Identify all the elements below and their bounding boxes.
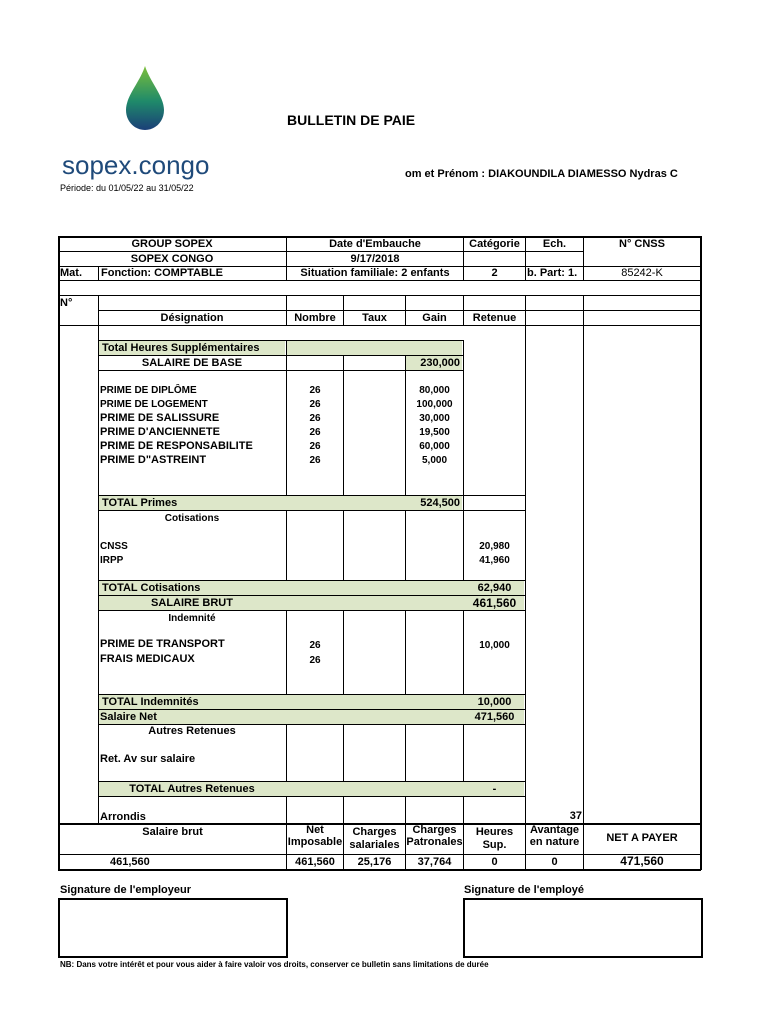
irpp-retenue: 41,960 xyxy=(479,555,510,566)
sum-net-payer-label: NET A PAYER xyxy=(606,832,678,844)
prime-nombre: 26 xyxy=(309,427,321,438)
cnss-number: 85242-K xyxy=(621,267,663,279)
sum-net-imposable: 461,560 xyxy=(295,856,335,868)
prime-gain: 5,000 xyxy=(421,455,448,466)
employee-name: DIAKOUNDILA DIAMESSO Nydras C xyxy=(488,168,678,180)
sum-net-payer: 471,560 xyxy=(620,855,664,868)
prime-nombre: 26 xyxy=(309,455,321,466)
list-item xyxy=(99,426,463,440)
prime-gain: 60,000 xyxy=(419,441,450,452)
group-name: GROUP SOPEX xyxy=(131,238,213,250)
prime-transport-retenue: 10,000 xyxy=(479,640,510,651)
sum-charges-pat-label: Charges Patronales xyxy=(406,824,463,848)
row-total-autres: TOTAL Autres Retenues xyxy=(129,783,255,795)
arrondis-value: 37 xyxy=(569,810,582,822)
prime-gain: 19,500 xyxy=(419,427,450,438)
sopex-logo-drop-icon xyxy=(118,64,172,134)
salaire-brut-retenue: 461,560 xyxy=(472,597,517,610)
company-name: SOPEX CONGO xyxy=(130,253,214,265)
salaire-base-gain: 230,000 xyxy=(420,357,460,369)
mat-label: Mat. xyxy=(60,267,82,279)
total-cotisations-retenue: 62,940 xyxy=(477,582,512,594)
prime-transport-nombre: 26 xyxy=(309,640,321,651)
col-gain: Gain xyxy=(422,312,447,324)
prime-gain: 30,000 xyxy=(419,413,450,424)
prime-label: PRIME DE RESPONSABILITE xyxy=(100,440,253,452)
prime-nombre: 26 xyxy=(309,399,321,410)
row-salaire-net: Salaire Net xyxy=(100,711,157,723)
prime-label: PRIME D"ASTREINT xyxy=(100,454,207,466)
row-arrondis: Arrondis xyxy=(100,811,146,823)
nb-part: b. Part: 1. xyxy=(527,267,578,279)
salaire-net-retenue: 471,560 xyxy=(474,711,515,723)
total-indemnites-retenue: 10,000 xyxy=(477,696,512,708)
row-irpp: IRPP xyxy=(100,555,124,566)
sum-heures-sup-label: Heures Sup. xyxy=(475,826,514,851)
employee-name-line xyxy=(405,168,700,180)
employee-label: om et Prénom : xyxy=(405,168,486,180)
list-item xyxy=(99,440,463,454)
col-taux: Taux xyxy=(362,312,387,324)
prime-label: PRIME DE SALISSURE xyxy=(100,412,220,424)
sum-salaire-brut: 461,560 xyxy=(110,856,150,868)
prime-nombre: 26 xyxy=(309,385,321,396)
prime-label: PRIME D'ANCIENNETE xyxy=(100,426,220,438)
row-cnss: CNSS xyxy=(100,541,128,552)
col-no: N° xyxy=(60,297,73,309)
col-designation: Désignation xyxy=(160,312,224,324)
row-frais-medicaux: FRAIS MEDICAUX xyxy=(100,653,195,665)
fonction: Fonction: COMPTABLE xyxy=(101,267,223,279)
sum-net-imposable-label: Net Imposable xyxy=(287,824,343,848)
total-autres-retenue: - xyxy=(492,783,497,795)
prime-gain: 100,000 xyxy=(416,399,453,410)
sum-avantage-label: Avantage en nature xyxy=(529,824,580,848)
frais-medicaux-nombre: 26 xyxy=(309,655,321,666)
cnss-label: N° CNSS xyxy=(619,238,665,250)
list-item xyxy=(99,412,463,426)
ech-label: Ech. xyxy=(542,238,567,250)
categorie: 2 xyxy=(491,267,498,279)
row-ret-av: Ret. Av sur salaire xyxy=(100,753,196,765)
row-salaire-brut: SALAIRE BRUT xyxy=(151,597,233,609)
situation-familiale: Situation familiale: 2 enfants xyxy=(300,267,450,279)
sum-charges-pat: 37,764 xyxy=(417,856,452,868)
page-title: BULLETIN DE PAIE xyxy=(287,112,416,128)
prime-gain: 80,000 xyxy=(419,385,450,396)
row-prime-transport: PRIME DE TRANSPORT xyxy=(100,638,225,650)
list-item xyxy=(99,454,463,468)
row-heures-sup: Total Heures Supplémentaires xyxy=(102,342,260,354)
sum-salaire-brut-label: Salaire brut xyxy=(142,826,203,838)
signature-employer-label: Signature de l'employeur xyxy=(60,884,191,896)
sum-heures-sup: 0 xyxy=(491,856,498,868)
prime-nombre: 26 xyxy=(309,441,321,452)
primes-list xyxy=(99,384,463,468)
date-embauche: 9/17/2018 xyxy=(350,253,400,265)
signature-employer-box[interactable] xyxy=(58,898,288,958)
cotisations-title: Cotisations xyxy=(164,513,220,524)
signature-employee-label: Signature de l'employé xyxy=(464,884,584,896)
row-total-primes: TOTAL Primes xyxy=(102,497,178,509)
brand-name: sopex.congo xyxy=(62,150,210,180)
autres-retenues-title: Autres Retenues xyxy=(148,725,236,737)
col-retenue: Retenue xyxy=(472,312,517,324)
signature-employee-box[interactable] xyxy=(463,898,703,958)
sum-charges-sal: 25,176 xyxy=(357,856,392,868)
row-salaire-base: SALAIRE DE BASE xyxy=(141,357,243,369)
col-nombre: Nombre xyxy=(294,312,336,324)
footer-note: NB: Dans votre intérêt et pour vous aider à faire valoir vos droits, conserver ce bulletin sans limitations de durée xyxy=(60,960,489,969)
sum-avantage: 0 xyxy=(551,856,558,868)
prime-label: PRIME DE LOGEMENT xyxy=(100,399,208,410)
row-total-cotisations: TOTAL Cotisations xyxy=(102,582,201,594)
list-item xyxy=(99,398,463,412)
row-total-indemnites: TOTAL Indemnités xyxy=(102,696,199,708)
date-embauche-label: Date d'Embauche xyxy=(329,238,421,250)
list-item xyxy=(99,384,463,398)
prime-nombre: 26 xyxy=(309,413,321,424)
prime-label: PRIME DE DIPLÔME xyxy=(100,385,197,396)
pay-period: Période: du 01/05/22 au 31/05/22 xyxy=(60,183,194,193)
categorie-label: Catégorie xyxy=(469,238,520,250)
sum-charges-sal-label: Charges salariales xyxy=(349,826,400,851)
indemnite-title: Indemnité xyxy=(168,613,216,624)
total-primes-gain: 524,500 xyxy=(420,497,460,509)
cnss-retenue: 20,980 xyxy=(479,541,510,552)
